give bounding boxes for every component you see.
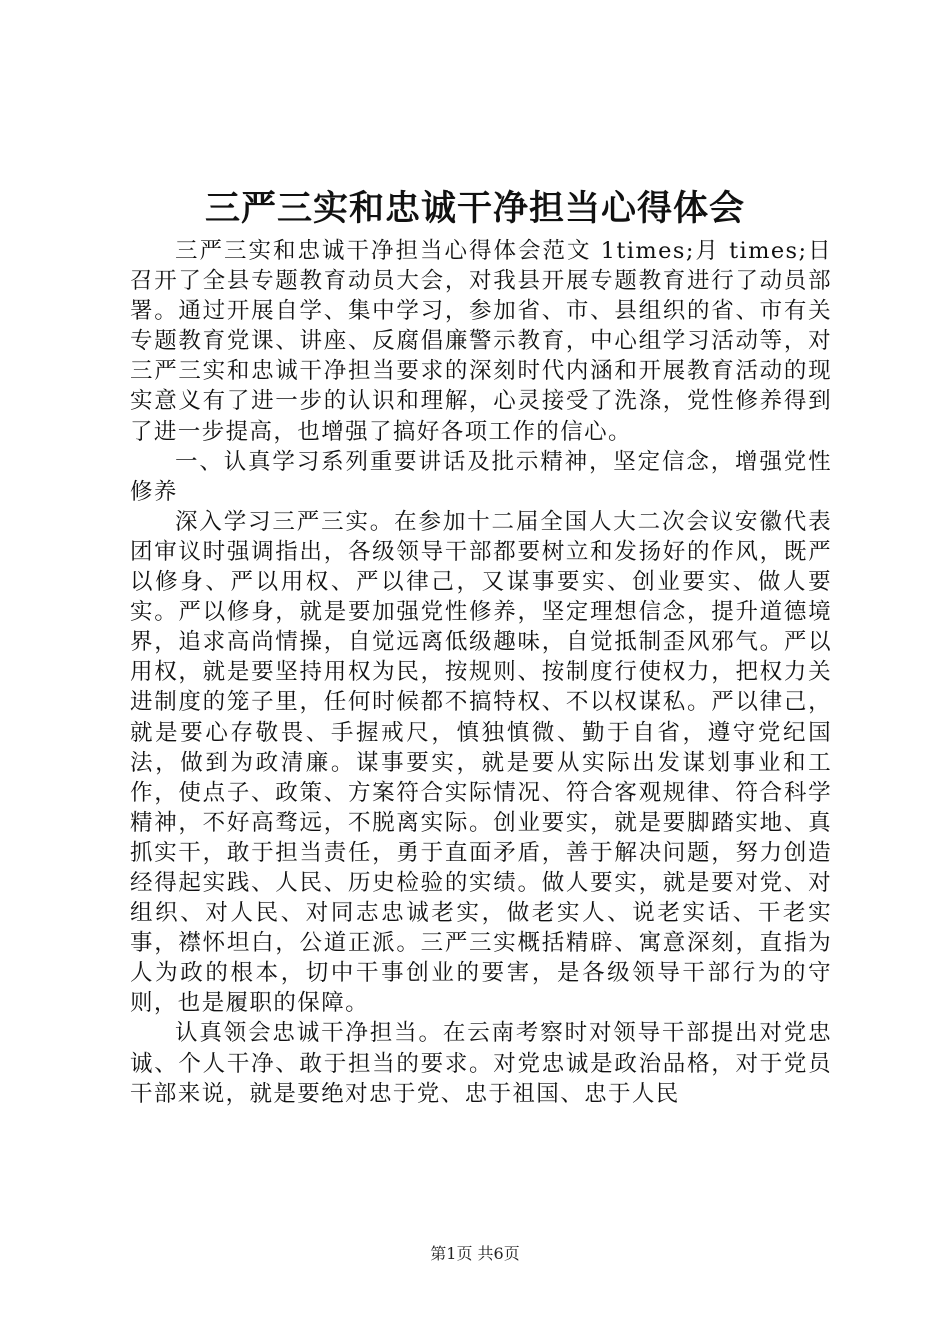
paragraph-three-stricts: 深入学习三严三实。在参加十二届全国人大二次会议安徽代表团审议时强调指出，各级领导干部都要树立和发扬好的作风，既严以修身、严以用权、严以律己，又谋事要实、创业要实、做人要实。严以修身，就是要加强党性修养，坚定理想信念，提升道德境界，追求高尚情操，自觉远离低级趣味，自觉抵制歪风邪气。严以用权，就是要坚持用权为民，按规则、按制度行使权力，把权力关进制度的笼子里，任何时候都不搞特权、不以权谋私。严以律己，就是要心存敬畏、手握戒尺，慎独慎微、勤于自省，遵守党纪国法，做到为政清廉。谋事要实，就是要从实际出发谋划事业和工作，使点子、政策、方案符合实际情况、符合客观规律、符合科学精神，不好高骛远，不脱离实际。创业要实，就是要脚踏实地、真抓实干，敢于担当责任，勇于直面矛盾，善于解决问题，努力创造经得起实践、人民、历史检验的实绩。做人要实，就是要对党、对组织、对人民、对同志忠诚老实，做老实人、说老实话、干老实事，襟怀坦白，公道正派。三严三实概括精辟、寓意深刻，直指为人为政的根本，切中干事创业的要害，是各级领导干部行为的守则，也是履职的保障。 xyxy=(130,508,832,1017)
document-title: 三严三实和忠诚干净担当心得体会 xyxy=(204,188,745,229)
page-number-footer: 第1页 共6页 xyxy=(430,1244,520,1263)
section-heading-1: 一、认真学习系列重要讲话及批示精神，坚定信念，增强党性修养 xyxy=(130,448,832,505)
paragraph-intro: 三严三实和忠诚干净担当心得体会范文 1times;月 times;日召开了全县专题教育动员大会，对我县开展专题教育进行了动员部署。通过开展自学、集中学习，参加省、市、县组织的省、市有关专题教育党课、讲座、反腐倡廉警示教育，中心组学习活动等，对三严三实和忠诚干净担当要求的深刻时代内涵和开展教育活动的现实意义有了进一步的认识和理解，心灵接受了洗涤，党性修养得到了进一步提高，也增强了搞好各项工作的信心。 xyxy=(130,238,832,445)
paragraph-loyalty: 认真领会忠诚干净担当。在云南考察时对领导干部提出对党忠诚、个人干净、敢于担当的要求。对党忠诚是政治品格，对于党员干部来说，就是要绝对忠于党、忠于祖国、忠于人民 xyxy=(130,1020,832,1107)
document-body xyxy=(130,236,832,1109)
